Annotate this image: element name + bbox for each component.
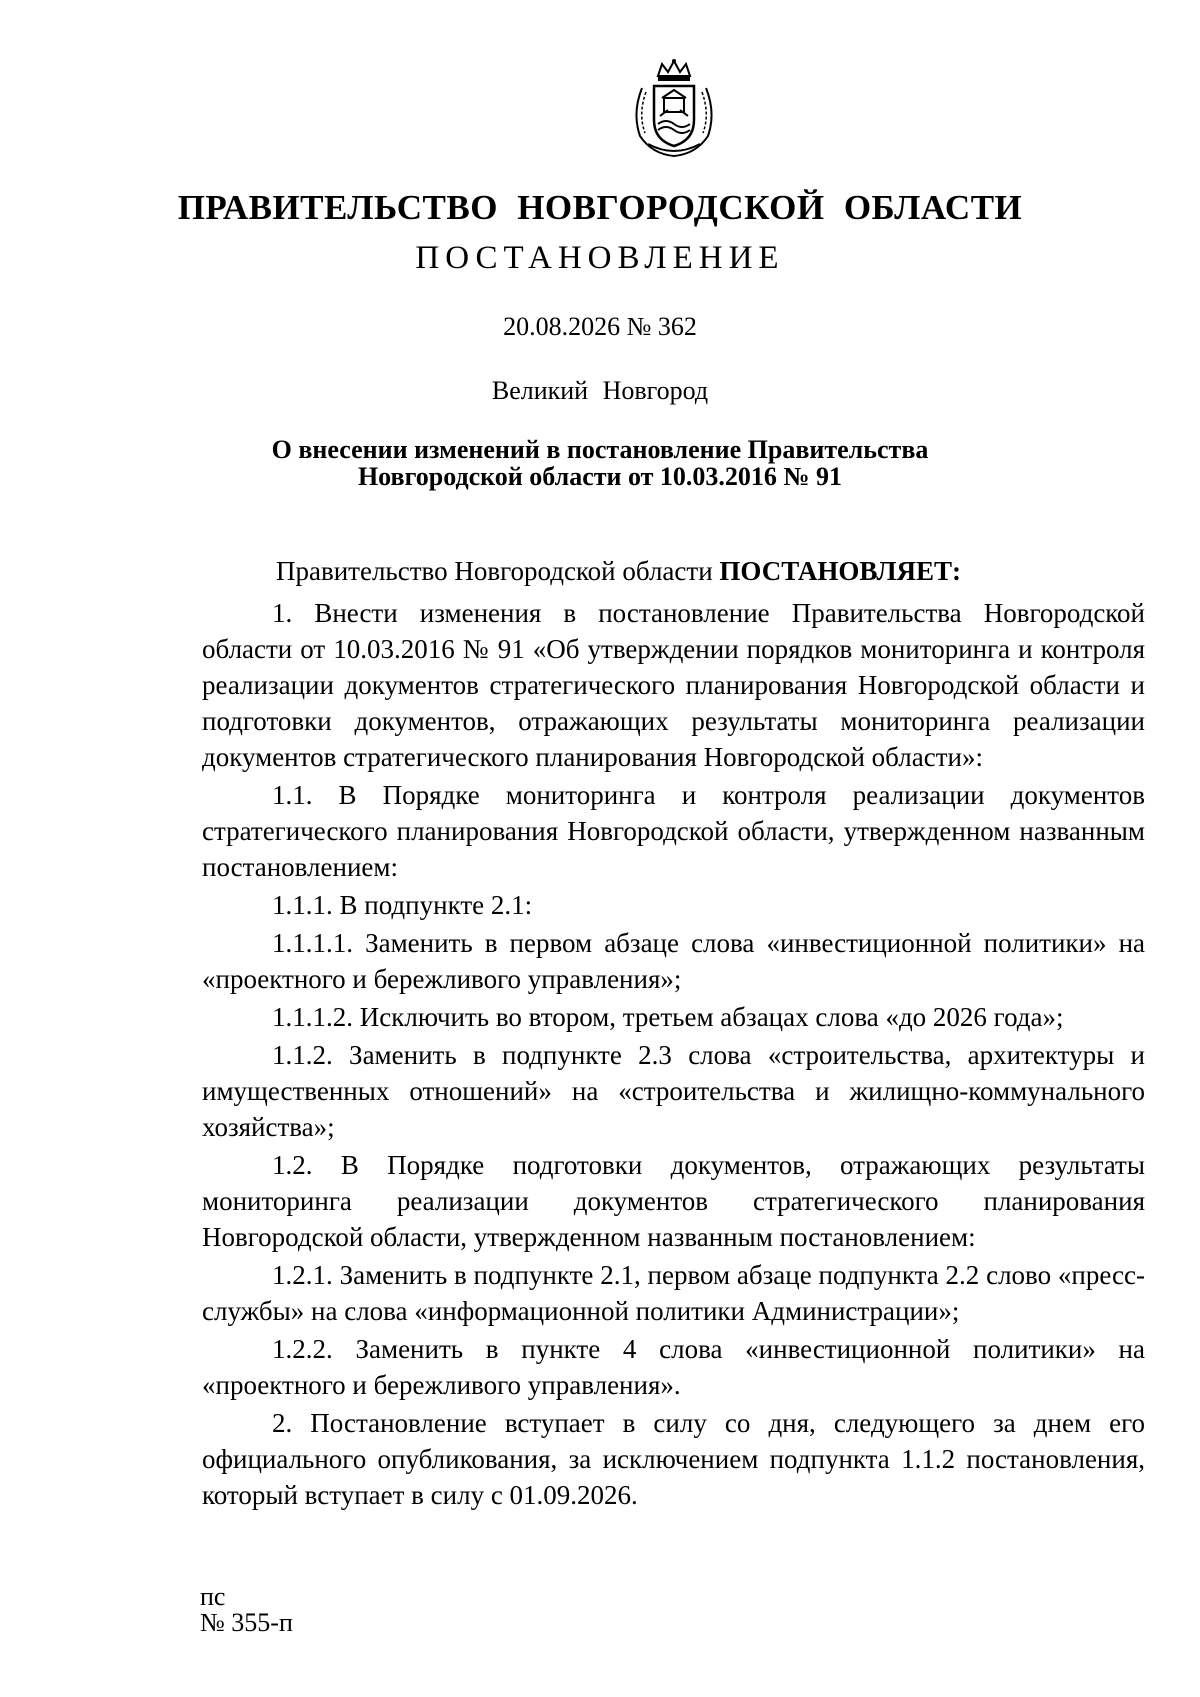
document-body xyxy=(202,553,1145,1513)
paragraph-1-1: 1.1. В Порядке мониторинга и контроля реализации документов стратегического планирования Новгородской области, утвержденном названным постановлением: xyxy=(202,780,1145,882)
paragraph-1-1-1-2: 1.1.1.2. Исключить во втором, третьем абзацах слова «до 2026 года»; xyxy=(272,1002,1064,1032)
paragraph-1-1-1: 1.1.1. В подпункте 2.1: xyxy=(272,890,533,920)
paragraph-1: 1. Внести изменения в постановление Правительства Новгородской области от 10.03.2016 № 91 «Об утверждении порядков мониторинга и контроля реализации документов стратегического планирования Новгородской области и подготовки документов, отражающих результаты мониторинга реализации документов стратегического планирования Новгородской области»: xyxy=(202,598,1145,772)
preamble-decree-word: ПОСТАНОВЛЯЕТ: xyxy=(719,556,961,586)
subject-line-1: О внесении изменений в постановление Правительства xyxy=(271,435,929,464)
document-subject xyxy=(200,436,1000,490)
paragraph-1-2: 1.2. В Порядке подготовки документов, отражающих результаты мониторинга реализации документов стратегического планирования Новгородской области, утвержденном названным постановлением: xyxy=(202,1150,1145,1252)
organization-title: ПРАВИТЕЛЬСТВО НОВГОРОДСКОЙ ОБЛАСТИ xyxy=(177,188,1023,227)
document-footer xyxy=(200,1584,293,1636)
paragraph-1-2-1: 1.2.1. Заменить в подпункте 2.1, первом абзаце подпункта 2.2 слово «пресс-службы» на слова «информационной политики Администрации»; xyxy=(202,1260,1145,1326)
document-date-number: 20.08.2026 № 362 xyxy=(503,312,697,341)
document-city: Великий Новгород xyxy=(491,376,709,405)
paragraph-1-1-2: 1.1.2. Заменить в подпункте 2.3 слова «строительства, архитектуры и имущественных отношений» на «строительства и жилищно-коммунального хозяйства»; xyxy=(202,1040,1145,1142)
paragraph-1-1-1-1: 1.1.1.1. Заменить в первом абзаце слова «инвестиционной политики» на «проектного и бережливого управления»; xyxy=(202,928,1145,994)
novgorod-coat-of-arms-icon xyxy=(628,58,720,158)
subject-line-2: Новгородской области от 10.03.2016 № 91 xyxy=(357,462,843,491)
paragraph-2: 2. Постановление вступает в силу со дня, следующего за днем его официального опубликования, за исключением подпункта 1.1.2 постановления, который вступает в силу с 01.09.2026. xyxy=(202,1408,1145,1510)
preamble-text: Правительство Новгородской области xyxy=(276,556,720,586)
document-type: ПОСТАНОВЛЕНИЕ xyxy=(415,240,785,276)
preamble xyxy=(202,553,1145,589)
paragraph-1-2-2: 1.2.2. Заменить в пункте 4 слова «инвестиционной политики» на «проектного и бережливого управления». xyxy=(202,1334,1145,1400)
footer-code: пс xyxy=(200,1582,226,1611)
footer-number: № 355-п xyxy=(200,1608,293,1637)
